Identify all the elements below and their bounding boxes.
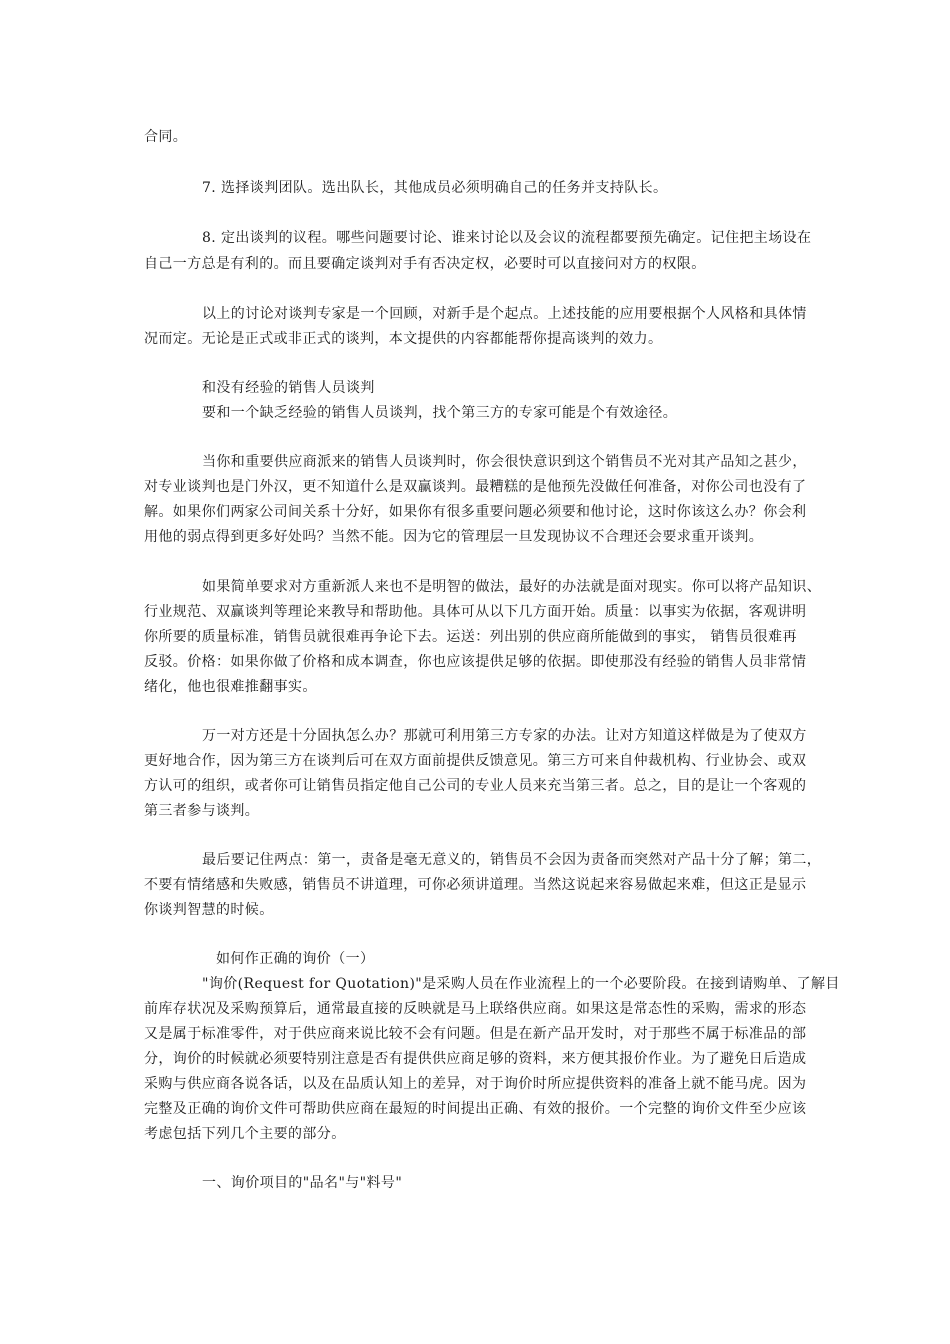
paragraph-line: 更好地合作，因为第三方在谈判后可在双方面前提供反馈意见。第三方可来自仲裁机构、行业协会、或双 — [144, 753, 807, 769]
paragraph-line: 不要有情绪感和失败感，销售员不讲道理，可你必须讲道理。当然这说起来容易做起来难，但这正是显示 — [144, 877, 807, 893]
section-heading: 如何作正确的询价（一） — [216, 951, 375, 967]
paragraph-line: 如果简单要求对方重新派人来也不是明智的做法，最好的办法就是面对现实。你可以将产品知识、 — [202, 579, 822, 595]
paragraph-line: 第三者参与谈判。 — [144, 803, 260, 819]
paragraph-line: 万一对方还是十分固执怎么办？那就可利用第三方专家的办法。让对方知道这样做是为了使双方 — [202, 728, 807, 744]
paragraph-line: 考虑包括下列几个主要的部分。 — [144, 1126, 346, 1142]
paragraph-line: "询价(Request for Quotation)"是采购人员在作业流程上的一个必要阶段。在接到请购单、了解目 — [202, 976, 840, 992]
paragraph-line: 况而定。无论是正式或非正式的谈判，本文提供的内容都能帮你提高谈判的效力。 — [144, 331, 663, 347]
paragraph-line: 行业规范、双赢谈判等理论来教导和帮助他。具体可从以下几方面开始。质量：以事实为依据，客观讲明 — [144, 604, 807, 620]
paragraph-line: 当你和重要供应商派来的销售人员谈判时，你会很快意识到这个销售员不光对其产品知之甚少， — [202, 454, 807, 470]
paragraph-line: 方认可的组织，或者你可让销售员指定他自己公司的专业人员来充当第三者。总之，目的是让一个客观的 — [144, 778, 807, 794]
paragraph-line: 又是属于标准零件，对于供应商来说比较不会有问题。但是在新产品开发时，对于那些不属于标准品的部 — [144, 1026, 807, 1042]
paragraph-line: 要和一个缺乏经验的销售人员谈判，找个第三方的专家可能是个有效途径。 — [202, 405, 678, 421]
paragraph-line: 你谈判智慧的时候。 — [144, 902, 274, 918]
paragraph-line: 最后要记住两点：第一，责备是毫无意义的，销售员不会因为责备而突然对产品十分了解；第二， — [202, 852, 822, 868]
paragraph-line: 完整及正确的询价文件可帮助供应商在最短的时间提出正确、有效的报价。一个完整的询价文件至少应该 — [144, 1101, 807, 1117]
paragraph-line: 绪化，他也很难推翻事实。 — [144, 679, 317, 695]
paragraph-line: 前库存状况及采购预算后，通常最直接的反映就是马上联络供应商。如果这是常态性的采购，需求的形态 — [144, 1001, 807, 1017]
paragraph-line: 用他的弱点得到更多好处吗？当然不能。因为它的管理层一旦发现协议不合理还会要求重开谈判。 — [144, 529, 764, 545]
paragraph-line: 采购与供应商各说各话，以及在品质认知上的差异，对于询价时所应提供资料的准备上就不能马虎。因为 — [144, 1076, 807, 1092]
paragraph-line: 合同。 — [144, 129, 188, 145]
list-item-8: 8. 定出谈判的议程。哪些问题要讨论、谁来讨论以及会议的流程都要预先确定。记住把主场设在 — [202, 230, 812, 246]
section-heading: 和没有经验的销售人员谈判 — [202, 380, 375, 396]
paragraph-line: 对专业谈判也是门外汉，更不知道什么是双赢谈判。最糟糕的是他预先没做任何准备，对你公司也没有了 — [144, 479, 807, 495]
subsection-heading: 一、询价项目的"品名"与"料号" — [202, 1175, 403, 1191]
paragraph-line: 分，询价的时候就必须要特别注意是否有提供供应商足够的资料，来方便其报价作业。为了避免日后造成 — [144, 1051, 807, 1067]
paragraph-line: 你所要的质量标准，销售员就很难再争论下去。运送：列出别的供应商所能做到的事实， 销售员很难再 — [144, 629, 797, 645]
paragraph-line: 以上的讨论对谈判专家是一个回顾，对新手是个起点。上述技能的应用要根据个人风格和具体情 — [202, 306, 807, 322]
paragraph-line: 自己一方总是有利的。而且要确定谈判对手有否决定权，必要时可以直接问对方的权限。 — [144, 256, 706, 272]
paragraph-line: 反驳。价格：如果你做了价格和成本调查，你也应该提供足够的依据。即使那没有经验的销售人员非常情 — [144, 654, 807, 670]
paragraph-line: 解。如果你们两家公司间关系十分好，如果你有很多重要问题必须要和他讨论，这时你该这么办？你会利 — [144, 504, 807, 520]
list-item-7: 7. 选择谈判团队。选出队长，其他成员必须明确自己的任务并支持队长。 — [202, 180, 668, 196]
